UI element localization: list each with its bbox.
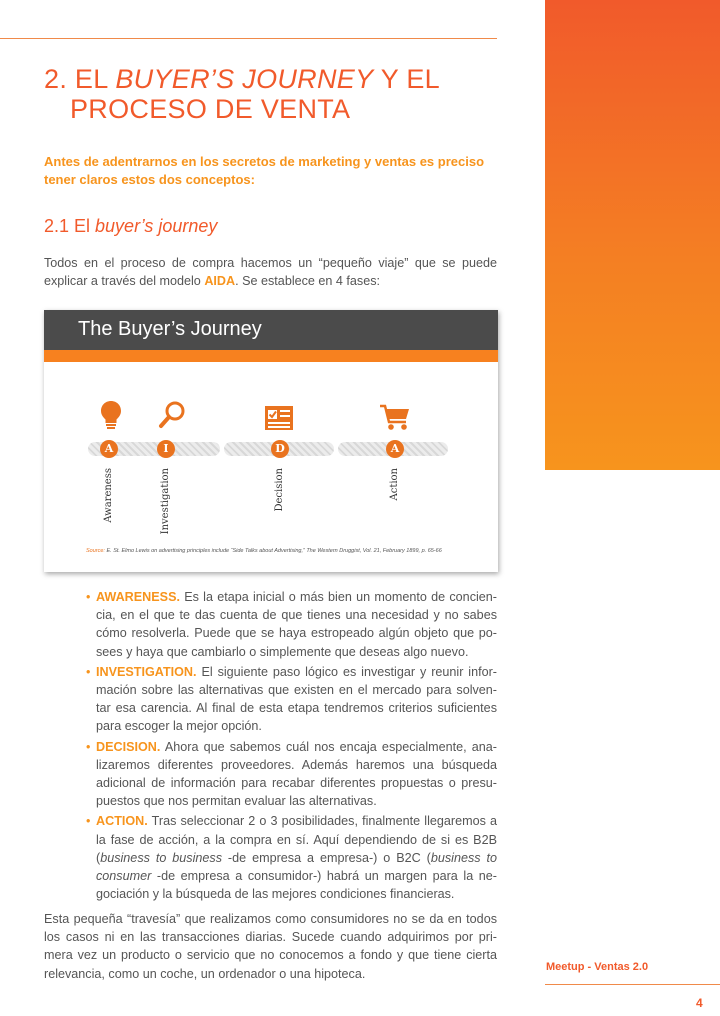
checklist-icon xyxy=(264,405,294,431)
page-title: 2. EL BUYER’S JOURNEY Y EL PROCESO DE VENTA xyxy=(44,64,524,124)
buyers-journey-figure xyxy=(44,310,498,572)
list-item: • DECISION. Ahora que sabemos cuál nos encaja especialmente, ana-lizaremos diferentes proveedores. Además haremos una búsqueda adicional de información para recabar diferentes propuestas o presu-puestos que nos permitan evaluar las alternativas. xyxy=(86,739,497,809)
stage-label-awareness: Awareness xyxy=(103,468,114,523)
figure-orange-band xyxy=(44,350,498,362)
bullet-dot: • xyxy=(86,739,91,754)
aida-phase-list xyxy=(86,588,497,905)
page-title-line2: PROCESO DE VENTA xyxy=(70,94,351,124)
aida-highlight: AIDA xyxy=(204,274,236,289)
footer-label: Meetup - Ventas 2.0 xyxy=(546,961,649,973)
magnifier-icon xyxy=(158,400,188,430)
bullet-dot: • xyxy=(86,590,91,604)
stage-letter-investigation: I xyxy=(157,440,175,458)
section-heading: 2.1 El buyer’s journey xyxy=(44,216,218,236)
stage-label-investigation: Investigation xyxy=(160,468,171,535)
lightbulb-icon xyxy=(100,400,122,430)
orange-sidebar-band xyxy=(545,0,720,470)
paragraph-1: Todos en el proceso de compra hacemos un “pequeño viaje” que se puede explicar a través del modelo AIDA. Se establece en 4 fases: xyxy=(44,256,497,289)
bullet-dot: • xyxy=(86,814,91,829)
list-item: • AWARENESS. Es la etapa inicial o más bien un momento de concien-cia, en el que te das cuenta de que tienes una necesidad y no sabes cómo resolverla. Puede que se haya estropeado algún objeto que po-sees y haya que cambiarlo o simplemente que deseas algo nuevo. xyxy=(86,590,497,659)
stage-label-action: Action xyxy=(389,468,400,501)
list-item: • ACTION. Tras seleccionar 2 o 3 posibilidades, finalmente llegaremos a la fase de acción, a la compra en sí. Aquí dependiendo de si es B2B (business to business -de empresa a empresa-) o B2C (business to consumer -de empresa a consumidor-) habrá un margen para la ne-gociación y la búsqueda de las mejores condiciones financieras. xyxy=(86,814,497,902)
bottom-rule xyxy=(545,984,720,985)
top-rule xyxy=(0,38,497,39)
bullet-dot: • xyxy=(86,664,91,679)
list-item: • INVESTIGATION. El siguiente paso lógico es investigar y reunir infor-mación sobre las alternativas que existen en el mercado para solven-tar esa carencia. Al final de esta etapa tendremos criterios suficientes para escoger la mejor opción. xyxy=(86,664,497,734)
stage-letter-action: A xyxy=(386,440,404,458)
stage-letter-decision: D xyxy=(271,440,289,458)
page-number: 4 xyxy=(696,996,703,1010)
intro-text: Antes de adentrarnos en los secretos de marketing y ventas es preciso tener claros estos dos conceptos: xyxy=(44,154,485,187)
figure-source: Source: E. St. Elmo Lewis on advertising principles include “Side Talks about Advertising,” The Western Druggist, Vol. 21, February 1899, p. 65-66 xyxy=(86,548,442,554)
stage-label-decision: Decision xyxy=(274,468,285,512)
paragraph-2: Esta pequeña “travesía” que realizamos como consumidores no se da en todos los casos ni en las transacciones diarias. Sucede cuando adquirimos por pri-mera vez un producto o servicio que no conocemos a fondo y que tiene cierta relevancia, como un coche, un ordenador o una hipoteca. xyxy=(44,912,497,981)
figure-header xyxy=(44,310,498,350)
shopping-cart-icon xyxy=(379,404,411,432)
figure-title: The Buyer’s Journey xyxy=(78,318,262,340)
stage-letter-awareness: A xyxy=(100,440,118,458)
